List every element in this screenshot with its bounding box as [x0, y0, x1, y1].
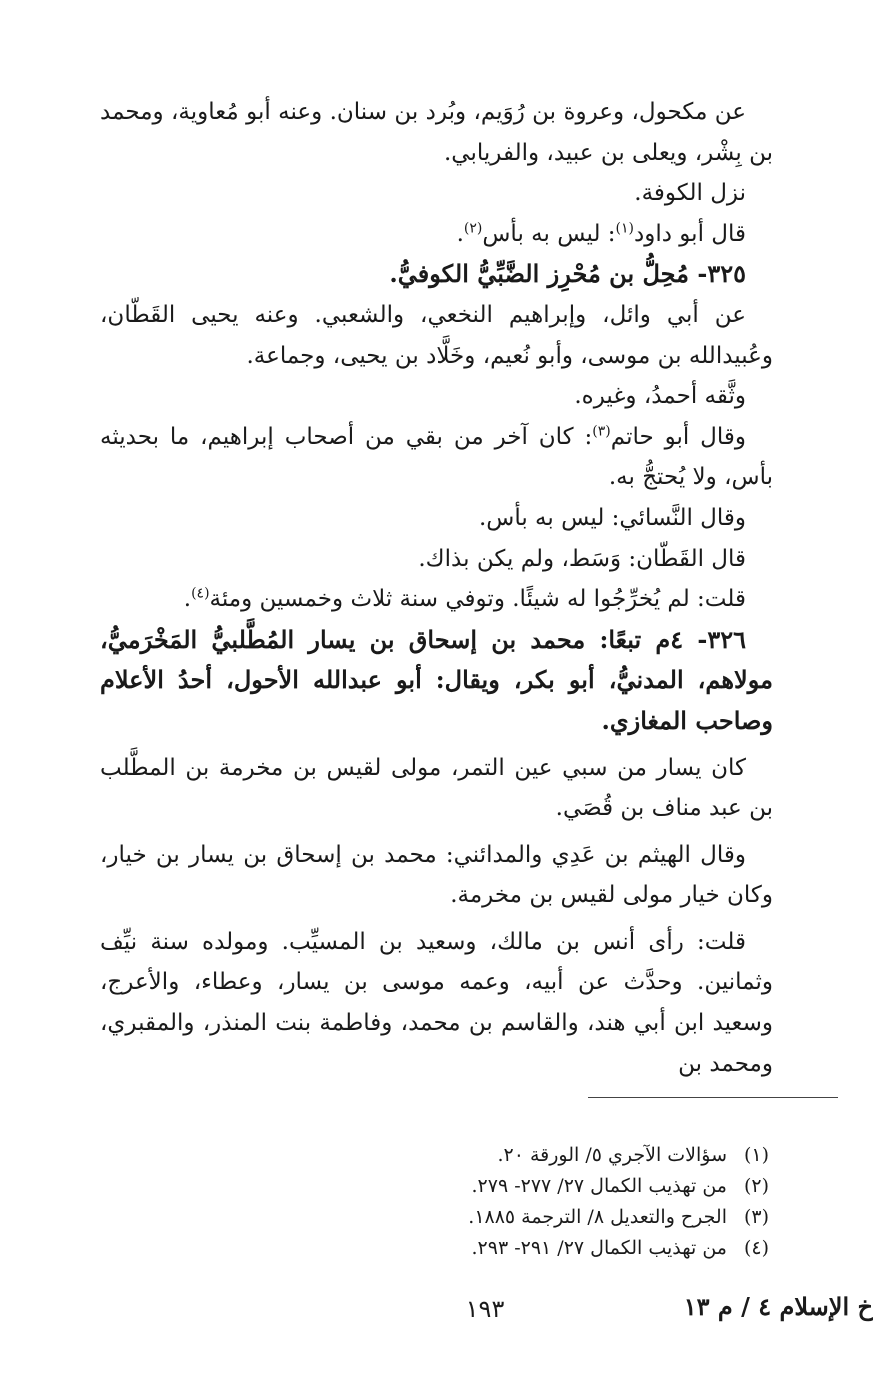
paragraph [100, 214, 773, 255]
footnote [110, 1233, 769, 1264]
paragraph: كان يسار من سبي عين التمر، مولى لقيس بن مخرمة بن المطَّلب بن عبد مناف بن قُصَي. [100, 754, 773, 822]
footnote-text: الجرح والتعديل ٨/ الترجمة ١٨٨٥. [468, 1206, 727, 1228]
paragraph [100, 579, 773, 620]
paragraph-text: قال أبو داود [634, 220, 746, 247]
footnote-number: (٣) [743, 1206, 769, 1228]
footnote-text: سؤالات الآجري ٥/ الورقة ٢٠. [497, 1144, 727, 1166]
footnote-reference[interactable]: (١) [615, 220, 634, 237]
paragraph-text: . [183, 586, 192, 613]
footnote [110, 1140, 769, 1171]
footnote [110, 1202, 769, 1233]
footnote-number: (٤) [743, 1237, 769, 1259]
footnote-reference[interactable]: (٢) [463, 220, 483, 237]
page-number: ١٩٣ [465, 1295, 505, 1323]
footnotes [110, 1140, 769, 1264]
paragraph: وقال النَّسائي: ليس به بأس. [478, 504, 746, 531]
footnote-text: من تهذيب الكمال ٢٧/ ٢٩١- ٢٩٣. [471, 1237, 727, 1259]
footnote-reference[interactable]: (٣) [592, 423, 611, 440]
printer-signature: خ الإسلام ٤ / م ١٣ [683, 1292, 873, 1321]
footnote-number: (١) [743, 1144, 769, 1166]
footnote-text: من تهذيب الكمال ٢٧/ ٢٧٧- ٢٧٩. [471, 1175, 727, 1197]
paragraph-text: وقال أبو حاتم [610, 423, 746, 450]
paragraph: وقال الهيثم بن عَدِي والمدائني: محمد بن إسحاق بن يسار بن خيار، وكان خيار مولى لقيس بن مخرمة. [100, 841, 773, 909]
entry-heading: ٣٢٦- ٤م تبعًا: محمد بن إسحاق بن يسار المُطَّلبيُّ المَخْرَميُّ، مولاهم، المدنيُّ، أبو بكر، ويقال: أبو عبدالله الأحول، أحدُ الأعلام وصاحب المغازي. [100, 624, 773, 735]
footnote [110, 1171, 769, 1202]
paragraph: نزل الكوفة. [634, 180, 746, 207]
paragraph-text: : كان آخر من بقي من أصحاب إبراهيم، ما بحديثه بأس، ولا يُحتجُّ به. [100, 423, 773, 491]
footnote-number: (٢) [743, 1175, 769, 1197]
paragraph: قلت: رأى أنس بن مالك، وسعيد بن المسيِّب. ومولده سنة نيِّف وثمانين. وحدَّث عن أبيه، وعمه موسى بن يسار، وعطاء، والأعرج، وسعيد ابن أبي هند، والقاسم بن محمد، وفاطمة بنت المنذر، والمقبري، ومحمد بن [100, 928, 773, 1077]
main-text [100, 92, 773, 1084]
paragraph: عن أبي وائل، وإبراهيم النخعي، والشعبي. وعنه يحيى القَطّان، وعُبيدالله بن موسى، وأبو نُعيم، وخَلَّاد بن يحيى، وجماعة. [100, 301, 773, 369]
paragraph-text: قلت: لم يُخرِّجُوا له شيئًا. وتوفي سنة ثلاث وخمسين ومئة [209, 586, 746, 613]
paragraph: قال القَطّان: وَسَط، ولم يكن بذاك. [418, 545, 746, 572]
paragraph [100, 417, 773, 498]
paragraph-text: : ليس به بأس [482, 220, 616, 247]
paragraph: عن مكحول، وعروة بن رُوَيم، وبُرد بن سنان. وعنه أبو مُعاوية، ومحمد بن بِشْر، ويعلى بن عبيد، والفريابي. [100, 99, 773, 166]
paragraph-text: . [456, 220, 464, 247]
entry-heading: ٣٢٥- مُحِلُّ بن مُحْرِز الضَّبِّيُّ الكوفيُّ. [389, 259, 746, 289]
footnote-divider [588, 1097, 838, 1098]
footnote-reference[interactable]: (٤) [191, 585, 210, 602]
paragraph: وثَّقه أحمدُ، وغيره. [574, 383, 746, 410]
